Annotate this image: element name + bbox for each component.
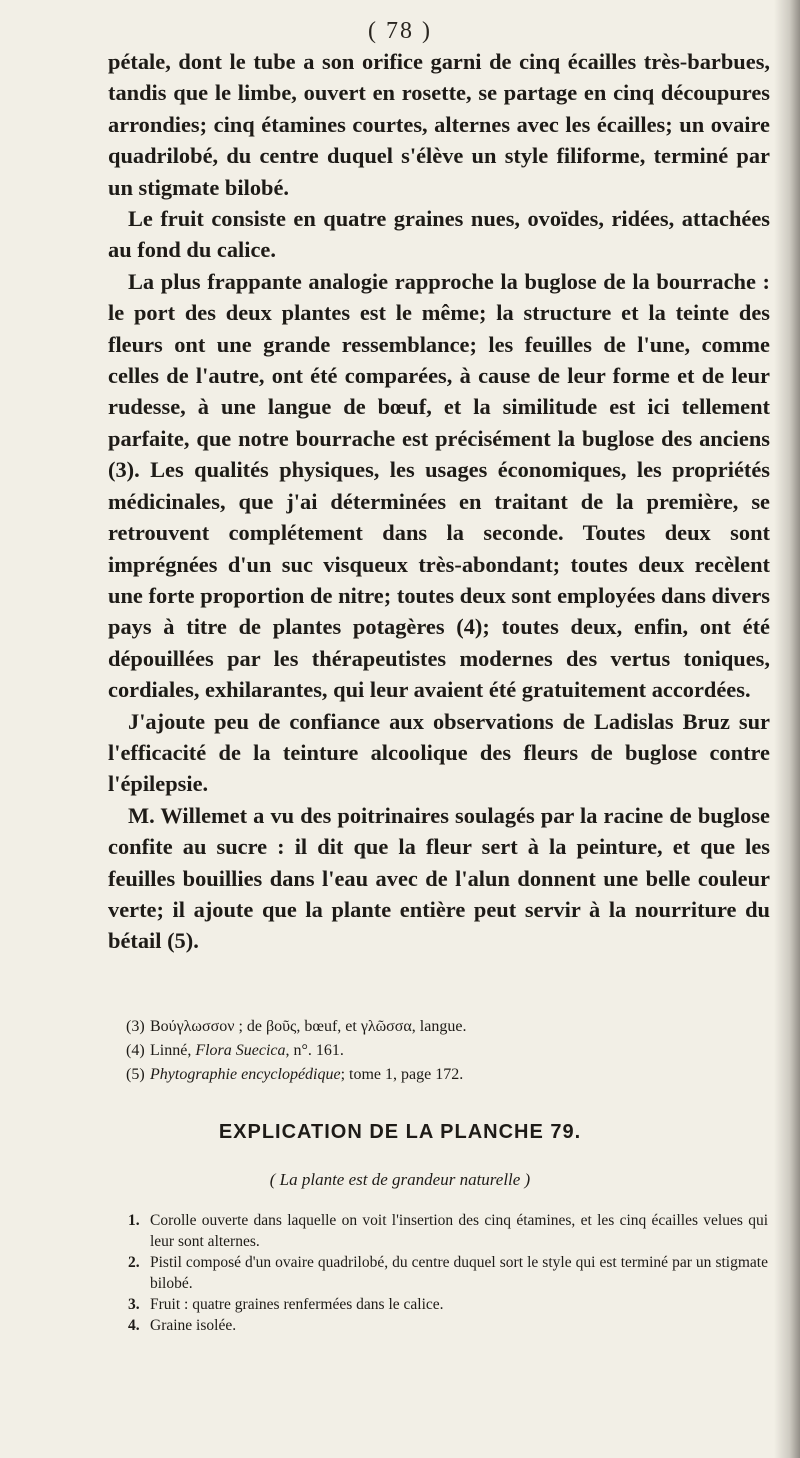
legend-text: Pistil composé d'un ovaire quadrilobé, du centre duquel sort le style qui est terminé par un stigmate bilobé. [150,1254,768,1292]
paragraph-flower-description: pétale, dont le tube a son orifice garni de cinq écailles très-barbues, tandis que le limbe, ouvert en rosette, se partage en cinq découpures arrondies; cinq étamines courtes, alternes avec les écailles; un ovaire quadrilobé, du centre duquel s'élève un style filiforme, terminé par un stigmate bilobé. [108,49,770,200]
legend-text: Fruit : quatre graines renfermées dans le calice. [150,1296,444,1313]
legend-number: 1. [128,1212,140,1229]
footnote-text: ; tome 1, page 172. [340,1066,464,1083]
legend-number: 2. [128,1254,140,1271]
footnote-3 [126,1015,766,1039]
plate-title: EXPLICATION DE LA PLANCHE 79. [218,1121,582,1143]
main-text [108,46,770,957]
page-number: ( 78 ) [368,18,432,44]
paragraph-fruit: Le fruit consiste en quatre graines nues, ovoïdes, ridées, attachées au fond du calice. [108,206,770,263]
legend-item [128,1315,768,1336]
footnote-text: Βούγλωσσον ; de βοῦς, bœuf, et γλῶσσα, langue. [150,1018,467,1035]
paragraph-ladislas-bruz: J'ajoute peu de confiance aux observations de Ladislas Bruz sur l'efficacité de la teinture alcoolique des fleurs de buglose contre l'épilepsie. [108,708,770,797]
legend-number: 4. [128,1317,140,1334]
legend-item [128,1210,768,1252]
legend-item [128,1294,768,1315]
footnote-number: (4) [126,1042,145,1059]
footnotes [126,1015,766,1087]
page-edge-shadow [774,0,800,1458]
paragraph-analogy-bourrache: La plus frappante analogie rapproche la buglose de la bourrache : le port des deux plantes est le même; la structure et la teinte des fleurs ont une grande ressemblance; les feuilles de l'une, comme celles de l'autre, ont été comparées, à cause de leur forme et de leur rudesse, à une langue de bœuf, et la similitude est ici tellement parfaite, que notre bourrache est précisément la buglose des anciens (3). Les qualités physiques, les usages économiques, les propriétés médicinales, que j'ai déterminées en traitant de la première, se retrouvent complétement dans la seconde. Toutes deux sont imprégnées d'un suc visqueux très-abondant; toutes deux recèlent une forte proportion de nitre; toutes deux sont employées dans divers pays à titre de plantes potagères (4); toutes deux, enfin, ont été dépouillées par les thérapeutistes modernes des vertus toniques, cordiales, exhilarantes, qui leur avaient été gratuitement accordées. [108,268,770,703]
plate-legend [128,1210,768,1336]
footnote-text: Linné, [150,1042,196,1059]
footnote-number: (3) [126,1018,145,1035]
legend-text: Graine isolée. [150,1317,237,1334]
footnote-title: Flora Suecica [195,1042,286,1059]
paragraph-willemet: M. Willemet a vu des poitrinaires soulagés par la racine de buglose confite au sucre : il dit que la fleur sert à la peinture, et que les feuilles bouillies dans l'eau avec de l'alun donnent une belle couleur verte; il ajoute que la plante entière peut servir à la nourriture du bétail (5). [108,802,770,954]
footnote-5 [126,1063,766,1087]
footnote-title: Phytographie encyclopédique [150,1066,341,1083]
footnote-number: (5) [126,1066,145,1083]
legend-item [128,1252,768,1294]
plate-subtitle: ( La plante est de grandeur naturelle ) [269,1170,531,1189]
legend-text: Corolle ouverte dans laquelle on voit l'insertion des cinq étamines, et les cinq écailles velues qui leur sont alternes. [150,1212,768,1250]
legend-number: 3. [128,1296,140,1313]
footnote-4 [126,1039,766,1063]
footnote-text: , n°. 161. [285,1042,344,1059]
